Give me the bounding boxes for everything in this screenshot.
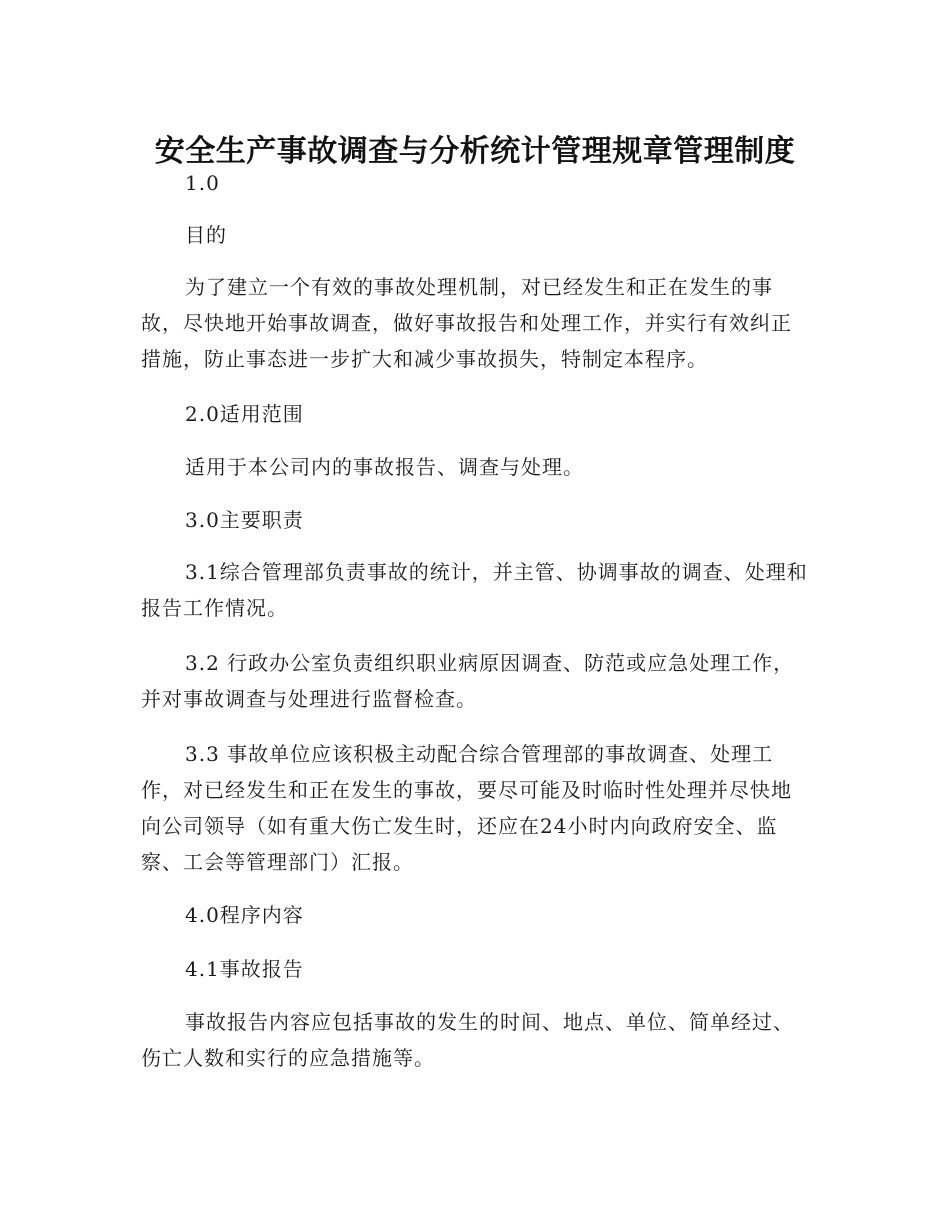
section-heading-procedure: 4.0程序内容: [185, 903, 304, 927]
section-number: 1.0: [185, 171, 220, 195]
paragraph-duty-3-1: 3.1综合管理部负责事故的统计，并主管、协调事故的调查、处理和报告工作情况。: [141, 560, 808, 620]
paragraph-scope: 适用于本公司内的事故报告、调查与处理。: [185, 455, 584, 479]
section-heading-purpose: 目的: [185, 223, 227, 247]
paragraph-duty-3-3: 3.3 事故单位应该积极主动配合综合管理部的事故调查、处理工作，对已经发生和正在发生的事故，要尽可能及时临时性处理并尽快地向公司领导（如有重大伤亡发生时，还应在24小时内向政府安全、监察、工会等管理部门）汇报。: [141, 742, 792, 874]
paragraph-purpose: 为了建立一个有效的事故处理机制，对已经发生和正在发生的事故，尽快地开始事故调查，做好事故报告和处理工作，并实行有效纠正措施，防止事态进一步扩大和减少事故损失，特制定本程序。: [141, 275, 792, 371]
section-heading-accident-report: 4.1事故报告: [185, 957, 304, 981]
paragraph-duty-3-2: 3.2 行政办公室负责组织职业病原因调查、防范或应急处理工作，并对事故调查与处理进行监督检查。: [141, 651, 795, 711]
section-heading-duties: 3.0主要职责: [185, 508, 304, 532]
paragraph-accident-report: 事故报告内容应包括事故的发生的时间、地点、单位、简单经过、伤亡人数和实行的应急措施等。: [141, 1010, 794, 1070]
section-heading-scope: 2.0适用范围: [185, 402, 304, 426]
document-title: 安全生产事故调查与分析统计管理规章管理制度: [154, 134, 796, 170]
